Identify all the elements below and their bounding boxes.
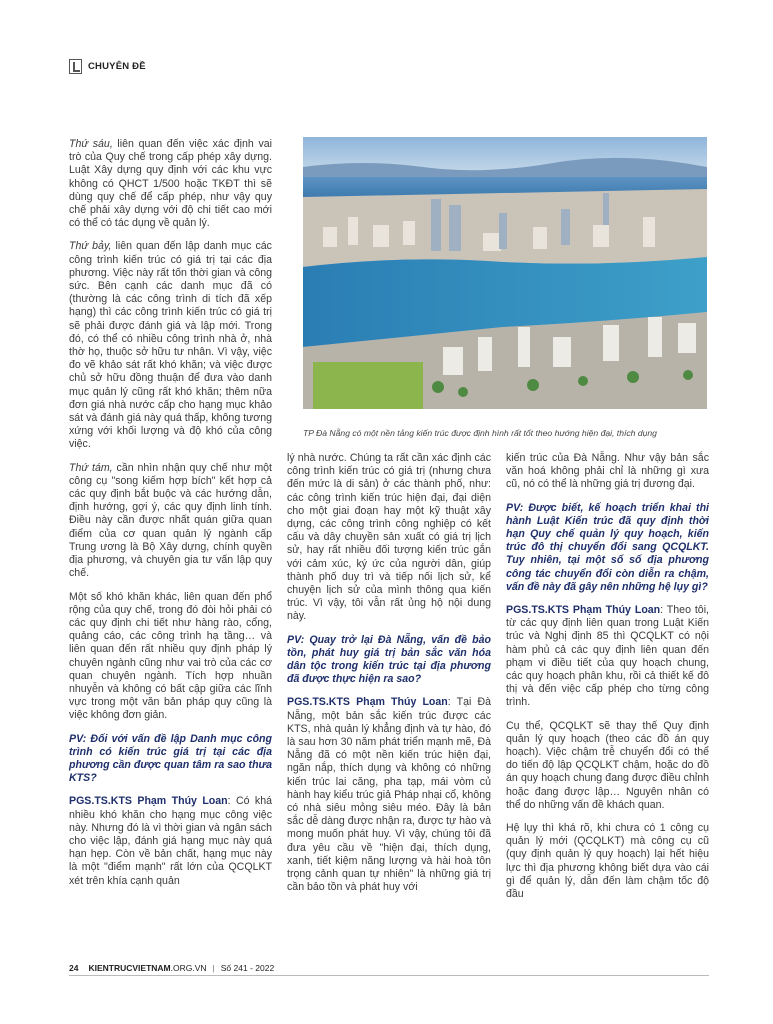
text-column-2 xyxy=(287,452,491,905)
paragraph: Cụ thể, QCQLKT sẽ thay thế Quy định quản lý quy hoạch (theo các đồ án quy hoạch). Việc chậm trễ chuyển đổi có thể do tiến độ lập QCQLKT chậm, hoặc do đồ án quy hoạch chung đang được điều chỉnh hoặc đang được lập… Nguyên nhân có thể do những vấn đề khách quan. xyxy=(506,719,709,811)
photo-caption: TP Đà Nẵng có một nền tảng kiến trúc được định hình rất tốt theo hướng hiện đại, thích dụng xyxy=(303,428,657,438)
city-photo-illustration xyxy=(303,137,707,409)
paragraph: Hệ lụy thì khá rõ, khi chưa có 1 công cụ quản lý mới (QCQLKT) mà công cụ cũ (quy định quản lý quy hoạch) lại hết hiệu lực thì địa phương không biết dựa vào cái gì để quản lý, dẫn đến làm chậm tốc độ đầu xyxy=(506,822,709,901)
text-column-1 xyxy=(69,138,272,898)
paragraph: Một số khó khăn khác, liên quan đến phổ rộng của quy chế, trong đó đòi hỏi phải có các quy định chi tiết như hàng rào, cổng, quảng cáo, các công trình hạ tầng… và liên quan đến rất nhiều quy định pháp lý chuyên ngành cũng như vai trò của các cơ quan chuyên ngành. Tích hợp nhuần nhuyễn và không có bất cập giữa các lĩnh vực trong một văn bản pháp quy cũng là việc không đơn giản. xyxy=(69,590,272,722)
paragraph: lý nhà nước. Chúng ta rất cần xác định các công trình kiến trúc có giá trị (nhưng chưa đến mức là di sản) ở các thành phố, như: các công trình kiến trúc hiện đại, đại diện cho một giai đoạn hay một kỹ thuật xây dựng, các công trình công nghiệp có kết cấu và dây chuyền sản xuất có giá trị lịch sử, hay rất nhiều đối tượng kiến trúc gắn với cảm xúc, ký ức của người dân, giúp thành phố duy trì và tiếp nối lịch sử, kể chuyện lịch sử của mình thông qua kiến trúc. Vì vậy, tôi vẫn rất ủng hộ nội dung này. xyxy=(287,452,491,623)
section-label: CHUYÊN ĐỀ xyxy=(88,61,146,72)
interview-answer: PGS.TS.KTS Phạm Thúy Loan: Theo tôi, từ các quy định liên quan trong Luật Kiến trúc và Nghị định 85 thì QCQLKT có nội hàm phủ cả các quy định liên quan đến phạm vi điều tiết của quy hoạch chung, các quy hoạch phân khu, rồi cả thiết kế đô thị và đến việc cấp phép cho từng công trình. xyxy=(506,604,709,709)
paragraph: Thứ bảy, liên quan đến lập danh mục các công trình kiến trúc có giá trị tại các địa phương. Việc này rất tốn thời gian và công sức. Bên cạnh các danh mục đã có (thường là các công trình di tích đã xếp hạng) thì các công trình kiến trúc có giá trị sẽ phải được đánh giá và lập mới. Trong đó, có thể có nhiều công trình nhà ở, nhà thờ họ, thuộc sở hữu tư nhân. Vì vậy, việc đo vẽ khảo sát rất khó khăn; và việc được chủ sở hữu đồng thuận để đưa vào danh mục quản lý cũng rất khó khăn; thêm nữa đơn giá nhà nước cấp cho hạng mục khảo sát và đánh giá này quá thấp, không tương xứng với khối lượng và độ khó của công việc. xyxy=(69,240,272,451)
text-column-3 xyxy=(506,452,709,911)
paragraph: Thứ tám, cần nhìn nhận quy chế như một công cụ "song kiếm hợp bích" kết hợp cả các quy định bắt buộc và các hướng dẫn, định hướng, gợi ý, các quy định linh tính. Điều này cần được nhất quán giữa quan điểm của cơ quan quản lý ngành cấp Trung ương là Bộ Xây dựng, chính quyền địa phương, và chuyên gia tư vấn lập quy chế. xyxy=(69,461,272,580)
interview-question: PV: Đối với vấn đề lập Danh mục công trình có kiến trúc giá trị tại các địa phương cần được quan tâm ra sao thưa KTS? xyxy=(69,732,272,785)
interview-answer: PGS.TS.KTS Phạm Thúy Loan: Có khá nhiều khó khăn cho hạng mục công việc này. Nhưng đó là vì thời gian và ngân sách cho việc lập, đánh giá hạng mục này quá hạn hẹp. Còn về bản chất, hạng mục này là một "điểm mạnh" rất lớn của QCQLKT xét trên khía cạnh quản xyxy=(69,795,272,887)
magazine-logo-icon xyxy=(69,59,82,74)
interview-answer: PGS.TS.KTS Phạm Thúy Loan: Tại Đà Nẵng, một bản sắc kiến trúc được các KTS, nhà quản lý khẳng định và tự hào, đó là sau hơn 30 năm phát triển mạnh mẽ, Đà Nẵng đã có một nền kiến trúc hiện đại, ngăn nắp, thích dụng và không có những kiến trúc lai căng, pha tạp, mái vòm củ hành hay kiểu trúc giả Pháp nhại cổ, không có nhà siêu mỏng siêu méo. Đây là bản sắc dễ dàng được nhận ra, được tự hào và mong muốn phát huy. Vì vậy, chúng tôi đã đưa yêu cầu về "hiện đại, thích dụng, xanh, tiết kiệm năng lượng và hài hoà tôn trọng cảnh quan tự nhiên" là những giá trị cần bảo tồn và phát huy với xyxy=(287,696,491,894)
paragraph: Thứ sáu, liên quan đến việc xác định vai trò của Quy chế trong cấp phép xây dựng. Luật Xây dựng quy định với các khu vực không có QHCT 1/500 hoặc TKĐT thì sẽ dùng quy chế để cấp phép, như vậy quy chế phải xây dựng với độ chi tiết cao mới có thể có tác dụng về quản lý. xyxy=(69,138,273,230)
page-footer xyxy=(69,963,274,973)
site-name-bold: KIENTRUCVIETNAM xyxy=(88,963,171,973)
issue-number: Số 241 - 2022 xyxy=(220,963,275,973)
interview-question: PV: Được biết, kế hoạch triển khai thi hành Luật Kiến trúc đã quy định thời hạn Quy chế quản lý quy hoạch, kiến trúc đô thị chuyển đổi sang QCQLKT. Tuy nhiên, tại một số số địa phương công tác chuyển đổi còn diễn ra chậm, vấn đề này đã gây nên những hệ lụy gì? xyxy=(506,501,709,593)
footer-separator: | xyxy=(212,963,215,973)
page-number: 24 xyxy=(69,963,79,973)
interview-question: PV: Quay trở lại Đà Nẵng, vấn đề bảo tồn, phát huy giá trị bản sắc văn hóa dân tộc trong kiến trúc tại địa phương đã được thực hiện ra sao? xyxy=(287,633,491,686)
site-name-domain: .ORG.VN xyxy=(170,963,207,973)
da-nang-aerial-photo xyxy=(303,137,707,409)
footer-divider xyxy=(69,975,709,976)
paragraph: kiến trúc của Đà Nẵng. Như vậy bản sắc văn hoá không phải chỉ là những gì xưa cũ, nó có thể là những giá trị đương đại. xyxy=(506,452,709,491)
